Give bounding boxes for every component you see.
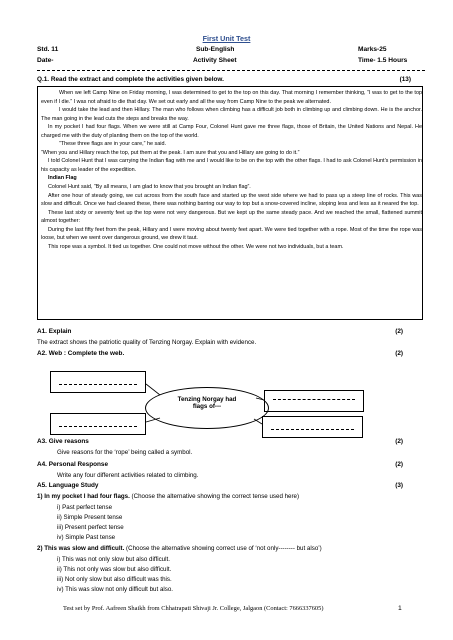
a5-q1-option: iii) Present perfect tense (57, 524, 124, 531)
a1-marks: (2) (395, 328, 403, 335)
passage-paragraph: I would take the lead and then Hillary. The man who follows when climbing has a difficult job both in climbing up and climbing down. He is the anchor. The man going in the lead cuts the steps and breaks the way. (41, 107, 422, 122)
a5-q2-instruction: (Choose the alternative showing correct use of ‘not only-------- but also’) (124, 545, 322, 552)
a3-marks: (2) (395, 438, 403, 445)
std-label: Std. 11 (37, 46, 59, 53)
a3-instruction: Give reasons for the ‘rope’ being called a symbol. (57, 449, 193, 456)
page-number: 1 (398, 605, 402, 612)
passage-paragraph: When we left Camp Nine on Friday morning, I was determined to get to the top on this day. That morning I remember thinking, “I was to get to the top even if I die.” I was not afraid to die that day. We set out early and all the way from Camp Nine to the peak we alternated. (41, 90, 422, 105)
a1-instruction: The extract shows the patriotic quality of Tenzing Norgay. Explain with evidence. (37, 339, 257, 346)
sheet-label: Activity Sheet (193, 57, 237, 64)
a4-label: A4. Personal Response (37, 461, 109, 468)
passage-paragraph: This rope was a symbol. It tied us together. One could not move without the other. We were not two individuals, but a team. (48, 243, 344, 250)
test-title: First Unit Test (202, 34, 251, 43)
a5-heading (37, 482, 425, 489)
a5-q2-option: iii) Not only slow but also difficult was this. (57, 576, 172, 583)
subject-label: Sub-English (196, 46, 235, 53)
a5-q1-instruction: (Choose the alternative showing the correct tense used here) (129, 493, 300, 500)
passage-paragraph: “When you and Hillary reach the top, put them at the peak. I am sure that you and Hillary are going to do it.” (41, 149, 300, 156)
a2-label: A2. Web : Complete the web. (37, 350, 125, 357)
passage-paragraph: After one hour of steady going, we cut across from the south face and started up the west side where we had to pass up a steep line of rocks. This was slow and difficult. Once we had cleared these, there was nothing barring our way to top but a snow-covered incline, sloping less and less as it neared the top. (41, 192, 422, 208)
marks-label: Marks-25 (358, 46, 387, 53)
a3-heading (37, 438, 425, 445)
a5-question-2 (37, 545, 322, 552)
a5-q2-sentence: 2) This was slow and difficult. (37, 545, 125, 552)
a5-q1-option: i) Past perfect tense (57, 504, 113, 511)
a5-marks: (3) (395, 482, 403, 489)
a4-marks: (2) (395, 461, 403, 468)
q1-marks: (13) (399, 76, 411, 83)
passage-subheading: Indian Flag (48, 175, 77, 182)
a2-marks: (2) (395, 350, 403, 357)
passage-paragraph: These last sixty or seventy feet up the top were not very dangerous. But we kept up the same steady pace. And we reached the small, flattened summit almost together: (41, 209, 422, 225)
a3-label: A3. Give reasons (37, 438, 89, 445)
passage-paragraph: I told Colonel Hunt that I was carrying the Indian flag with me and I would like to be on the top with the other flags. I had to ask Colonel Hunt’s permission in his capacity as leader of the expedition. (41, 158, 422, 173)
a5-question-1 (37, 493, 299, 500)
a5-q2-option: iv) This was slow not only difficult but also. (57, 586, 174, 593)
q1-label: Q.1. Read the extract and complete the activities given below. (37, 76, 224, 83)
a5-label: A5. Language Study (37, 482, 99, 489)
footer-credit: Test set by Prof. Aafreen Shaikh from Chhatrapati Shivaji Jr. College, Jalgaon (Contact: 7666337605) (63, 605, 324, 612)
a1-label: A1. Explain (37, 328, 72, 335)
a5-q2-option: ii) This not only was slow but also difficult. (57, 566, 172, 573)
a5-q1-option: iv) Simple Past tense (57, 534, 116, 541)
passage-paragraph: In my pocket I had four flags. When we were still at Camp Four, Colonel Hunt gave me three flags, those of Britain, the United Nations and Nepal. He charged me with the duty of planting them on the top of the world. (41, 124, 422, 139)
a5-q1-sentence: 1) In my pocket I had four flags. (37, 493, 130, 500)
passage-paragraph: Colonel Hunt said, “By all means, I am glad to know that you brought an Indian flag”. (48, 184, 251, 191)
a5-q2-option: i) This was not only slow but also difficult. (57, 556, 170, 563)
web-center-line2: flags of--- (192, 403, 222, 410)
passage-paragraph: “These three flags are in your care,” he said. (59, 141, 166, 148)
a4-heading (37, 461, 425, 468)
a5-q1-option: ii) Simple Present tense (57, 514, 123, 521)
passage-paragraph: During the last fifty feet from the peak, Hillary and I were moving about twenty feet apart. We were tied together with a rope. Most of the time the rope was loose, but when we went over dangerous ground, we drew it taut. (41, 226, 422, 242)
time-label: Time- 1.5 Hours (358, 57, 408, 64)
a4-instruction: Write any four different activities related to climbing. (57, 472, 199, 479)
web-center-line1: Tenzing Norgay had (177, 396, 237, 403)
date-label: Date- (37, 57, 54, 64)
